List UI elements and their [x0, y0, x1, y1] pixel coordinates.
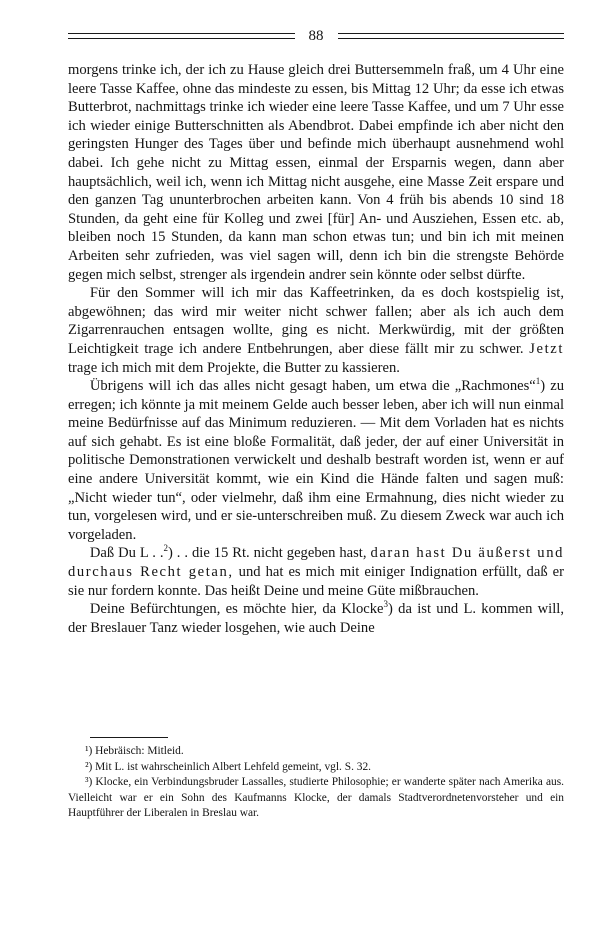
footnote-marker: 1	[535, 376, 541, 387]
header-rule-right	[338, 33, 565, 39]
paragraph	[68, 61, 564, 284]
text-run: und hat es mich mit einiger Indignation erfüllt, daß er sie nur fordern konnte. Das heißt Deine und meine Güte mißbrauchen.	[68, 564, 564, 599]
footnote: ¹) Hebräisch: Mitleid.	[85, 745, 184, 757]
emphasis-spaced-text: daran hast Du äußerst und durchaus Recht getan,	[68, 545, 564, 581]
footnote-separator	[90, 737, 168, 738]
footnotes	[68, 744, 564, 822]
text-run: Deine Befürchtungen, es möchte hier, da Klocke	[89, 601, 384, 618]
text-run: morgens trinke ich, der ich zu Hause gleich drei Buttersemmeln fraß, um 4 Uhr eine leere Tasse Kaffee, ohne das mindeste zu essen, bis Mittag 12 Uhr; da esse ich etwas Butterbrot, nachmittags trinke ich wieder eine leere Tasse Kaffee, und um 7 Uhr esse ich wieder einige Butterschnitten als Abendbrot. Dabei empfinde ich aber nicht den geringsten Hunger des Tages über und befinde mich überhaupt ausnehmend wohl dabei. Ich gehe nicht zu Mittag essen, einmal der Ersparnis wegen, dann aber hauptsächlich, weil ich, wenn ich Mittag nicht ausgehe, eine Masse Zeit erspare und den ganzen Tag ununterbrochen arbeiten kann. Von 4 früh bis abends 10 sind 18 Stunden, da geht eine für Kolleg und zwei [für] An- und Ausziehen, Essen etc. ab, bleiben noch 15 Stunden, da kann man schon etwas tun; und bin ich mit meinen Arbeiten sehr zufrieden, was viel sagen will, denn ich bin die strengste Behörde gegen mich selbst, strenger als irgendein andrer sein könnte oder selbst dürfte.	[68, 62, 564, 283]
paragraph	[68, 284, 564, 377]
page-number: 88	[308, 28, 324, 44]
header-rule-left	[68, 33, 295, 39]
text-run: ) zu erregen; ich könnte ja mit meinem Gelde auch besser leben, aber ich will nun einmal meine Bedürfnisse auf das Minimum reduzieren. — Mit dem Vorladen hat es nichts auf sich gehabt. Es ist eine bloße Formalität, daß jeder, der auf einer Universität in politische Demonstrationen verwickelt und deshalb bestraft worden ist, wenn er auf eine andere Universität kommt, wie ein Kind die Hände falten und sagen muß: „Nicht wieder tun“, oder vielmehr, daß ihm eine Ermahnung, dies nicht wieder zu tun, vorgelesen wird, und er sie-unterschreiben muß. Zu diesem Zweck war auch ich vorgeladen.	[68, 378, 564, 543]
footnote-marker: 2	[163, 543, 168, 554]
paragraph	[68, 377, 564, 544]
text-run: trage ich mich mit dem Projekte, die Butter zu kassieren.	[68, 359, 400, 376]
body-text	[68, 61, 564, 637]
page-header	[68, 28, 564, 44]
emphasis-spaced-text: Jetzt	[529, 340, 564, 357]
text-run: ) . . die 15 Rt. nicht gegeben hast,	[167, 545, 371, 562]
text-run: Übrigens will ich das alles nicht gesagt haben, um etwa die „Rachmones“	[89, 378, 536, 395]
text-run: ) da ist und L. kommen will, der Breslauer Tanz wieder losgehen, wie auch Deine	[68, 601, 564, 636]
footnote: ³) Klocke, ein Verbindungsbruder Lassalles, studierte Philosophie; er wanderte später nach Amerika aus. Vielleicht war er ein Sohn des Kaufmanns Klocke, der damals Stadtverordnetenvorsteher und ein Hauptführer der Liberalen in Breslau war.	[68, 776, 564, 820]
footnote-marker: 3	[383, 599, 389, 610]
footnote: ²) Mit L. ist wahrscheinlich Albert Lehfeld gemeint, vgl. S. 32.	[85, 760, 372, 773]
text-run: Daß Du L . .	[89, 545, 164, 562]
paragraph	[68, 600, 564, 637]
paragraph	[68, 544, 564, 600]
text-run: Für den Sommer will ich mir das Kaffeetrinken, da es doch kostspielig ist, abgewöhnen; das wird mir weiter nicht schwer fallen; aber als ich auch dem Zigarrenrauchen entsagen wollte, ging es nicht. Merkwürdig, mit der größten Leichtigkeit trage ich andere Entbehrungen, aber diese fällt mir zu schwer.	[68, 285, 564, 357]
